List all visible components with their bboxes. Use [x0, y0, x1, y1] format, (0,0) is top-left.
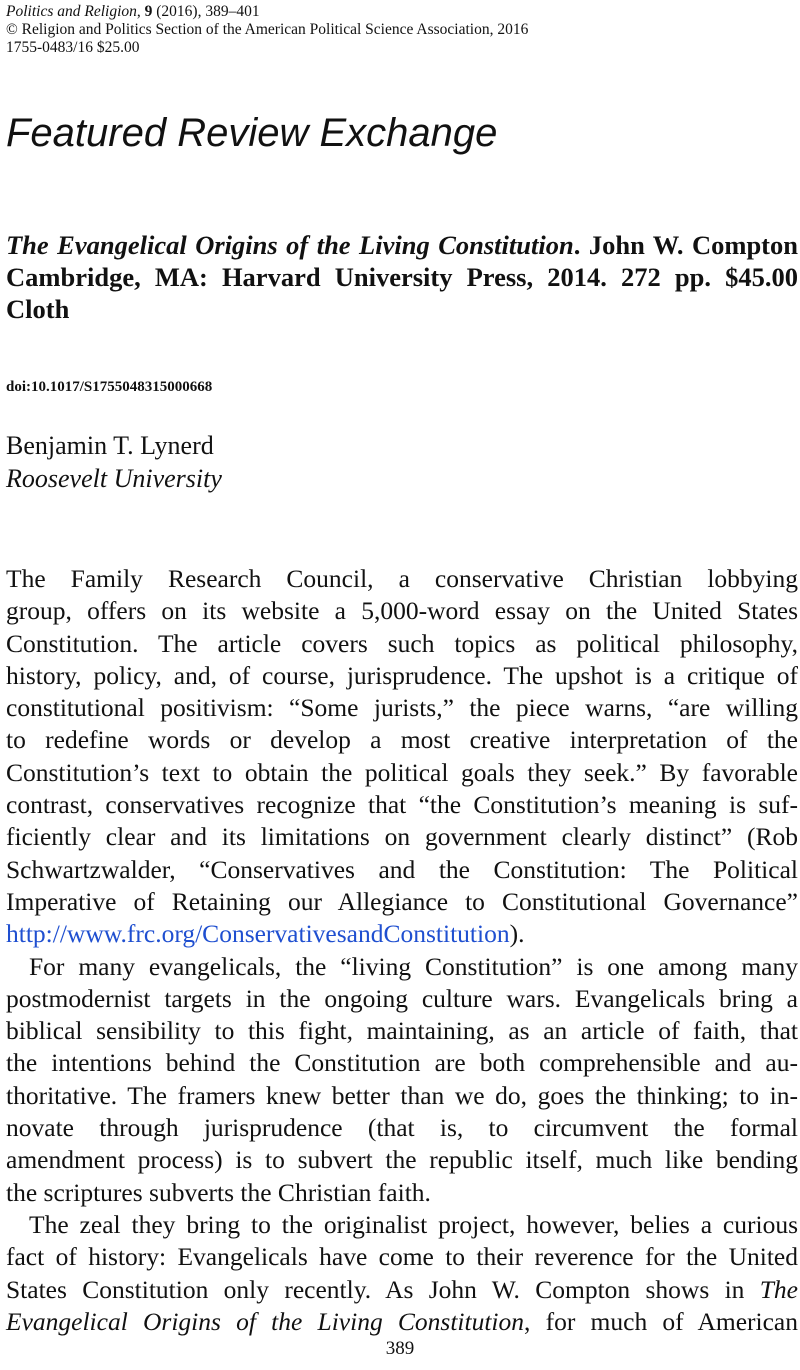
body-line: Schwartzwalder, “Conservatives and the Constitution: The Political: [6, 854, 798, 884]
book-publisher: Cambridge, MA: Harvard University Press, 2014. 272 pp. $45.00: [6, 262, 798, 292]
book-author: . John W. Compton: [573, 230, 798, 260]
body-line: fact of history: Evangelicals have come to their reverence for the United: [6, 1242, 798, 1272]
body-line: the intentions behind the Constitution are both comprehensible and au-: [6, 1048, 798, 1078]
book-citation: [6, 229, 798, 325]
section-title: Featured Review Exchange: [6, 111, 498, 155]
body-line: http://www.frc.org/ConservativesandConstitution).: [6, 919, 525, 949]
journal-meta: [6, 3, 528, 57]
copyright-line: © Religion and Politics Section of the American Political Science Association, 2016: [6, 21, 529, 38]
body-line: Evangelical Origins of the Living Constitution, for much of American: [6, 1306, 798, 1336]
book-format: Cloth: [6, 294, 70, 324]
body-line: novate through jurisprudence (that is, to circumvent the formal: [6, 1113, 798, 1143]
review-body: [6, 563, 798, 1338]
source-link[interactable]: http://www.frc.org/ConservativesandConstitution: [6, 919, 510, 949]
author-institution: Roosevelt University: [6, 464, 222, 493]
body-line: constitutional positivism: “Some jurists,” the piece warns, “are willing: [6, 693, 798, 723]
body-line: For many evangelicals, the “living Constitution” is one among many: [29, 951, 798, 981]
book-title: The Evangelical Origins of the Living Constitution: [6, 230, 574, 260]
body-line: The Family Research Council, a conservative Christian lobbying: [6, 564, 798, 593]
journal-name: Politics and Religion: [6, 3, 137, 20]
body-line: biblical sensibility to this fight, maintaining, as an article of faith, that: [6, 1016, 798, 1046]
body-line: the scriptures subverts the Christian faith.: [6, 1177, 431, 1207]
body-line: States Constitution only recently. As John W. Compton shows in The: [6, 1274, 798, 1304]
body-line: Imperative of Retaining our Allegiance to Constitutional Governance”: [6, 886, 798, 916]
doi: doi:10.1017/S1755048315000668: [6, 379, 213, 395]
book-title-italic: The: [759, 1274, 798, 1304]
body-line: Constitution. The article covers such topics as political philosophy,: [6, 628, 798, 658]
body-line: amendment process) is to subvert the republic itself, much like bending: [6, 1145, 798, 1175]
body-line: to redefine words or develop a most creative interpretation of the: [6, 725, 798, 755]
issn-price: 1755-0483/16 $25.00: [6, 39, 140, 56]
review-author: [6, 429, 222, 495]
body-line: thoritative. The framers knew better than we do, goes the thinking; to in-: [6, 1080, 798, 1110]
citation-line: Politics and Religion, 9 (2016), 389–401: [6, 3, 260, 20]
body-line: group, offers on its website a 5,000-word essay on the United States: [6, 596, 798, 626]
book-title-italic: Evangelical Origins of the Living Constitution: [6, 1306, 525, 1336]
body-line: history, policy, and, of course, jurisprudence. The upshot is a critique of: [6, 660, 798, 690]
body-line: postmodernist targets in the ongoing culture wars. Evangelicals bring a: [6, 983, 798, 1013]
body-line: The zeal they bring to the originalist project, however, belies a curious: [29, 1209, 798, 1239]
book-line-1: [6, 229, 798, 261]
page-number: 389: [385, 1338, 415, 1359]
body-line: contrast, conservatives recognize that “the Constitution’s meaning is suf-: [6, 790, 798, 820]
year-pages: (2016), 389–401: [152, 3, 260, 20]
volume-number: 9: [144, 3, 153, 20]
body-line: Constitution’s text to obtain the political goals they seek.” By favorable: [6, 757, 798, 787]
body-line: ficiently clear and its limitations on government clearly distinct” (Rob: [6, 822, 798, 852]
author-name: Benjamin T. Lynerd: [6, 431, 214, 460]
